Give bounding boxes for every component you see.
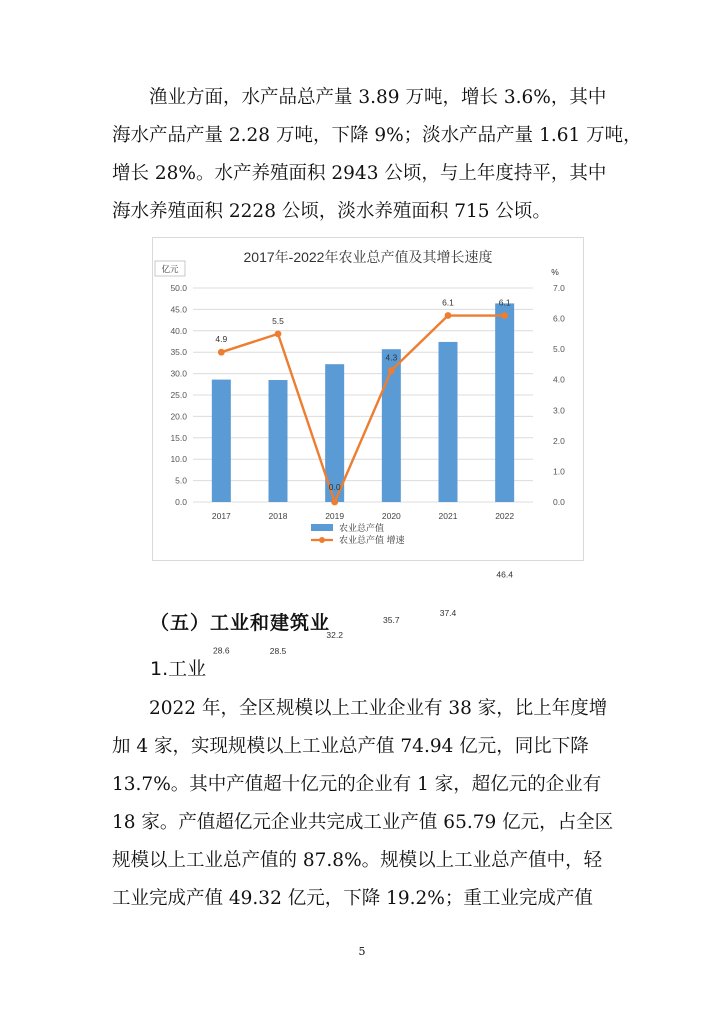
right-axis-unit-label: % [551, 267, 559, 277]
left-axis-unit-label: 亿元 [161, 264, 179, 274]
bar-data-label: 28.6 [213, 645, 230, 656]
x-tick-label: 2022 [495, 511, 515, 521]
paragraph-line: 海水养殖面积 2228 公顷，淡水养殖面积 715 公顷。 [112, 201, 551, 222]
legend-line-label: 农业总产值 增速 [339, 535, 405, 545]
industry-paragraph [112, 690, 612, 918]
fishery-paragraph [112, 79, 642, 231]
left-tick-label: 30.0 [170, 368, 187, 379]
bar-data-label: 32.2 [326, 630, 343, 641]
left-tick-label: 45.0 [170, 304, 187, 315]
paragraph-line: 13.7%。其中产值超十亿元的企业有 1 家，超亿元的企业有 [112, 774, 602, 795]
legend-bar-label: 农业总产值 [339, 523, 385, 533]
bar [212, 380, 231, 502]
x-tick-label: 2018 [268, 511, 288, 521]
right-tick-label: 3.0 [553, 405, 565, 416]
sub-heading: 1.工业 [150, 658, 207, 680]
left-tick-label: 50.0 [170, 283, 187, 293]
line-point [445, 312, 452, 319]
right-tick-label: 2.0 [553, 435, 565, 446]
paragraph-line: 增长 28%。水产养殖面积 2943 公顷，与上年度持平，其中 [112, 163, 607, 184]
bar-data-label: 46.4 [496, 569, 513, 580]
paragraph-line: 海水产品产量 2.28 万吨，下降 9%；淡水产品产量 1.61 万吨， [112, 125, 642, 146]
bar [439, 342, 458, 502]
right-tick-label: 1.0 [553, 466, 565, 477]
left-tick-label: 10.0 [170, 454, 187, 465]
line-data-label: 6.1 [498, 297, 511, 308]
left-tick-label: 40.0 [170, 325, 187, 336]
chart-title: 2017年-2022年农业总产值及其增长速度 [243, 249, 493, 265]
line-data-label: 4.9 [215, 334, 228, 345]
paragraph-line: 18 家。产值超亿元企业共完成工业产值 65.79 亿元，占全区 [112, 812, 614, 833]
bar-data-label: 28.5 [269, 646, 287, 657]
paragraph-line: 工业完成产值 49.32 亿元，下降 19.2%；重工业完成产值 [112, 888, 593, 909]
line-data-label: 5.5 [272, 315, 284, 326]
right-tick-label: 5.0 [553, 344, 565, 355]
bar-data-label: 37.4 [439, 607, 457, 618]
bar-data-label: 35.7 [383, 615, 400, 626]
legend-line-marker [319, 537, 325, 543]
legend-bar-swatch [311, 524, 333, 531]
right-tick-label: 7.0 [553, 283, 565, 293]
line-point [331, 499, 338, 506]
left-tick-label: 25.0 [170, 390, 187, 400]
paragraph-line: 加 4 家，实现规模以上工业总产值 74.94 亿元，同比下降 [112, 736, 589, 757]
line-point [388, 367, 395, 374]
line-data-label: 4.3 [385, 352, 398, 363]
left-tick-label: 20.0 [170, 411, 187, 422]
bar-series [212, 303, 514, 656]
paragraph-line: 规模以上工业总产值的 87.8%。规模以上工业总产值中，轻 [112, 850, 603, 871]
paragraph-line: 渔业方面，水产品总产量 3.89 万吨，增长 3.6%，其中 [149, 87, 607, 108]
line-point [275, 330, 282, 337]
x-tick-label: 2020 [381, 511, 401, 521]
page-number: 5 [358, 945, 366, 958]
line-data-label: 0.0 [328, 482, 341, 492]
right-tick-label: 4.0 [553, 374, 565, 385]
line-point [501, 312, 508, 319]
growth-line [221, 316, 504, 502]
left-axis-unit [155, 261, 185, 276]
chart-legend [311, 522, 405, 545]
left-tick-label: 0.0 [175, 497, 187, 507]
bar [495, 303, 514, 502]
left-tick-label: 15.0 [170, 432, 187, 443]
x-tick-label: 2019 [325, 511, 345, 521]
left-tick-label: 35.0 [170, 347, 187, 358]
x-tick-label: 2021 [438, 511, 458, 521]
right-tick-label: 6.0 [553, 313, 565, 324]
paragraph-line: 2022 年，全区规模以上工业企业有 38 家，比上年度增 [149, 698, 608, 719]
line-data-label: 6.1 [442, 297, 454, 308]
right-tick-label: 0.0 [553, 497, 565, 507]
bar [269, 380, 288, 502]
grid-lines [193, 288, 533, 502]
line-series [215, 298, 510, 506]
x-tick-label: 2017 [211, 511, 231, 521]
section-heading: （五）工业和建筑业 [150, 612, 331, 634]
left-tick-label: 5.0 [175, 475, 187, 486]
line-point [218, 349, 225, 356]
